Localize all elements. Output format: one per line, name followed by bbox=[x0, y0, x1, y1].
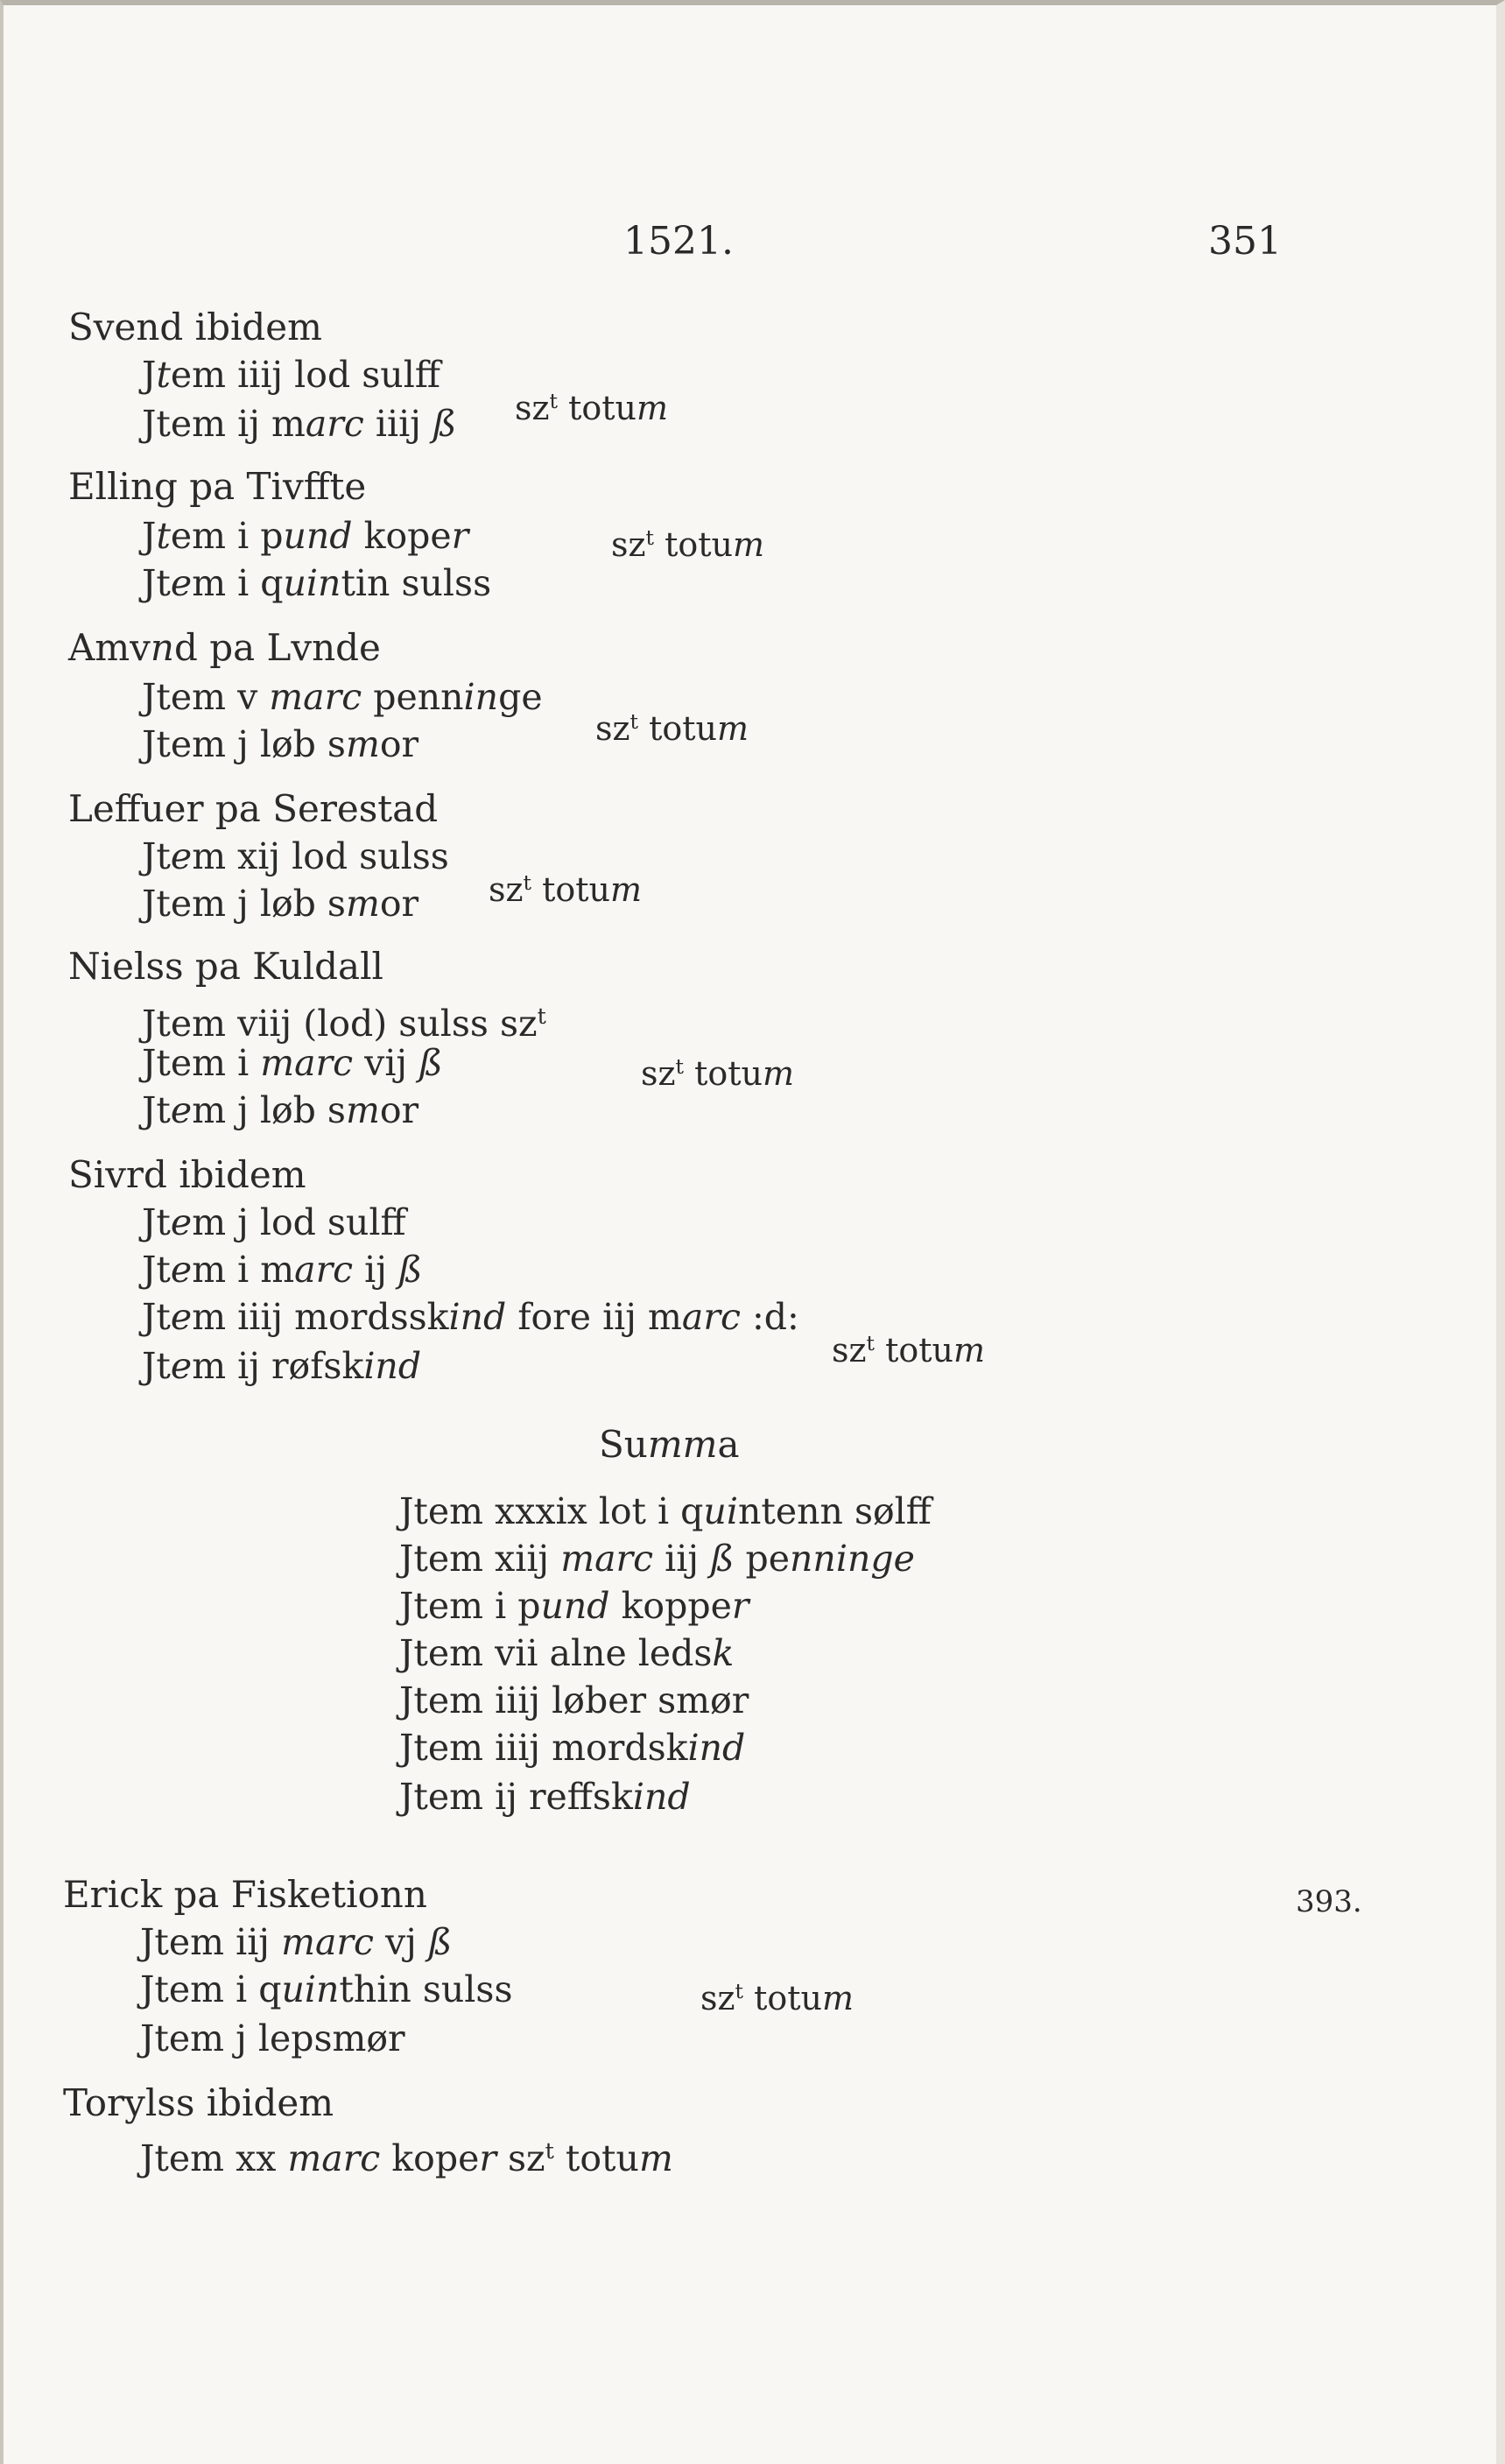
summa-line: Jtem xxxix lot i quintenn sølff bbox=[399, 1490, 932, 1532]
entry-name: Elling pa Tivffte bbox=[68, 465, 367, 508]
entry-item: Jtem i marc ij ß bbox=[142, 1249, 423, 1291]
entry-name: Nielss pa Kuldall bbox=[68, 945, 383, 988]
entry-total: $sz^t$ totum bbox=[641, 1053, 795, 1093]
entry-item: Jtem xx marc koper $sz^t$ totum bbox=[140, 2137, 673, 2179]
entry-item: Jtem iiij lod sulff bbox=[142, 354, 440, 396]
entry-total: $sz^t$ totum bbox=[832, 1330, 986, 1369]
entry-item: Jtem xij lod sulss bbox=[142, 835, 449, 877]
summa-title: Summa bbox=[599, 1423, 740, 1466]
entry-item: Jtem ij marc iiij ß bbox=[142, 403, 457, 445]
entry-item: Jtem v marc penninge bbox=[142, 676, 543, 718]
summa-line: Jtem xiij marc iij ß penninge bbox=[399, 1538, 915, 1580]
summa-line: Jtem iiij løber smør bbox=[399, 1679, 749, 1721]
entry-total: $sz^t$ totum bbox=[515, 388, 669, 427]
entry-name: Amvnd pa Lvnde bbox=[68, 626, 381, 669]
entry-item: Jtem ij røfskind bbox=[142, 1345, 422, 1387]
entry-total: $sz^t$ totum bbox=[489, 869, 643, 909]
entry-item: Jtem viij (lod) sulss $sz^t$ bbox=[142, 1002, 546, 1045]
entry-item: Jtem i quinthin sulss bbox=[140, 1968, 513, 2010]
summa-line: Jtem i pund kopper bbox=[399, 1585, 749, 1627]
summa-line: Jtem vii alne ledsk bbox=[399, 1632, 735, 1674]
entry-item: Jtem j lepsmør bbox=[140, 2017, 405, 2059]
entry-name: Sivrd ibidem bbox=[68, 1153, 306, 1196]
entry-item: Jtem i pund koper bbox=[142, 515, 469, 557]
summa-line: Jtem ij reffskind bbox=[399, 1776, 691, 1818]
entry-item: Jtem j løb smor bbox=[142, 723, 419, 765]
page-number: 351 bbox=[1208, 219, 1282, 264]
entry-item: Jtem j lod sulff bbox=[142, 1201, 406, 1243]
entry-name: Erick pa Fisketionn bbox=[63, 1873, 427, 1916]
entry-item: Jtem i marc vij ß bbox=[142, 1042, 443, 1084]
entry-item: Jtem iiij mordsskind fore iij marc :d: bbox=[142, 1296, 799, 1338]
entry-item: Jtem j løb smor bbox=[142, 883, 419, 925]
entry-item: Jtem iij marc vj ß bbox=[140, 1921, 453, 1963]
entry-item: Jtem j løb smor bbox=[142, 1089, 419, 1131]
entry-total: $sz^t$ totum bbox=[595, 708, 749, 748]
entry-name: Torylss ibidem bbox=[63, 2081, 334, 2124]
entry-name: Svend ibidem bbox=[68, 306, 322, 348]
page-year: 1521. bbox=[623, 219, 734, 264]
entry-name: Leffuer pa Serestad bbox=[68, 787, 439, 830]
summa-line: Jtem iiij mordskind bbox=[399, 1727, 746, 1769]
entry-total: $sz^t$ totum bbox=[700, 1978, 854, 2017]
margin-reference: 393. bbox=[1296, 1884, 1362, 1919]
entry-item: Jtem i quintin sulss bbox=[142, 562, 492, 604]
entry-total: $sz^t$ totum bbox=[611, 524, 765, 564]
